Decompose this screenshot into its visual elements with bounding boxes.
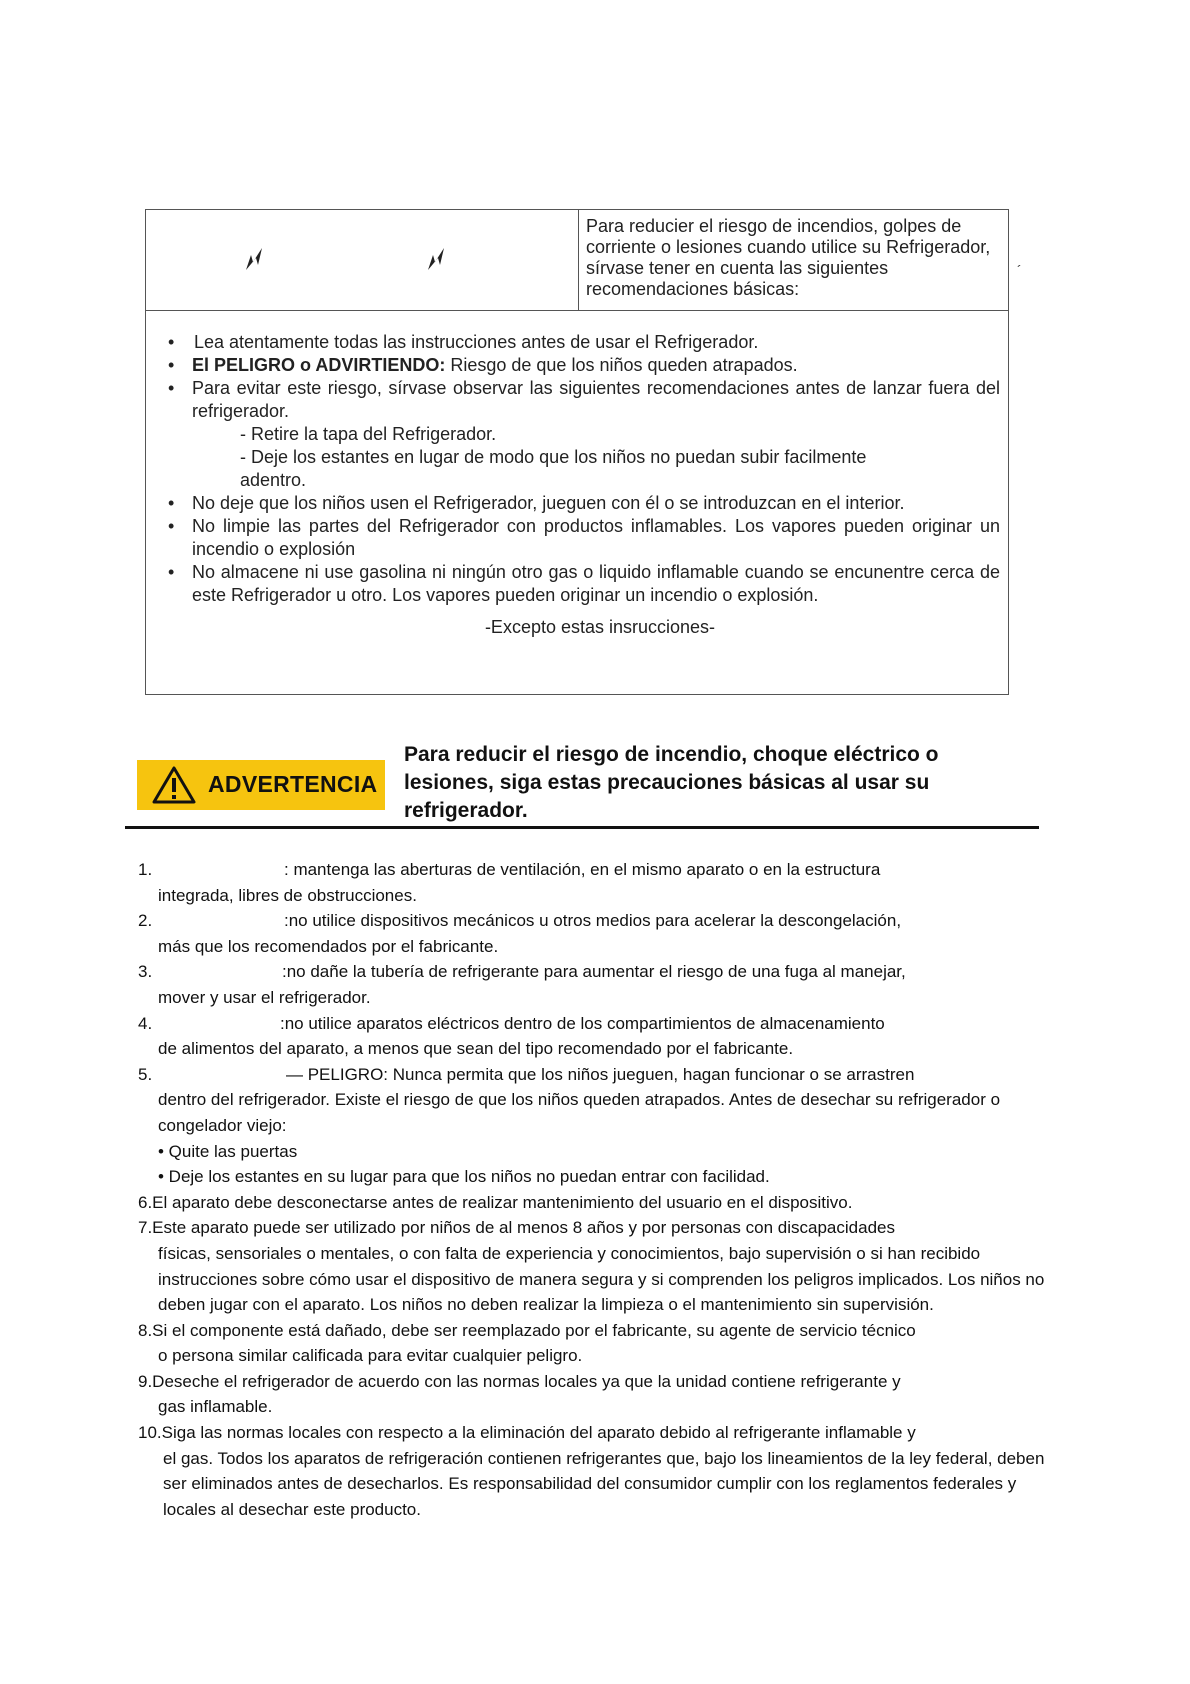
rule-item <box>160 354 1000 377</box>
item-lead: — PELIGRO: Nunca permita que los niños jueguen, hagan funcionar o se arrastren <box>286 1064 915 1084</box>
sub-rule: adentro. <box>240 470 307 490</box>
item-number: 3. <box>138 962 153 982</box>
rule-text: Para evitar este riesgo, sírvase observar las siguientes recomendaciones antes de lanzar fuera del refrigerador. <box>192 378 1000 421</box>
precautions-list <box>138 857 1058 1522</box>
rule-item <box>160 331 1000 354</box>
warning-badge <box>137 760 385 810</box>
lightning-bolt-icon <box>424 246 450 272</box>
item-lead: :no utilice dispositivos mecánicos u otros medios para acelerar la descongelación, <box>284 911 902 931</box>
list-bullet: • Deje los estantes en su lugar para que los niños no puedan entrar con facilidad. <box>158 1167 770 1187</box>
warning-label: ADVERTENCIA <box>208 771 378 797</box>
list-bullet: • Quite las puertas <box>158 1141 298 1161</box>
rule-text: No almacene ni use gasolina ni ningún otro gas o liquido inflamable cuando se encunentre cerca de este Refrigerador u otro. Los vapores pueden originar un incendio o explosión. <box>192 562 1000 605</box>
list-item <box>138 959 1058 1010</box>
except-note: -Excepto estas insrucciones- <box>484 617 716 637</box>
item-lead: :no utilice aparatos eléctricos dentro de los compartimientos de almacenamiento <box>280 1013 885 1033</box>
box-header-symbols <box>146 210 579 310</box>
list-item <box>138 1369 1058 1420</box>
sub-rule: - Retire la tapa del Refrigerador. <box>240 424 497 444</box>
item-continuation: más que los recomendados por el fabricante. <box>158 936 499 956</box>
item-lead: :no dañe la tubería de refrigerante para aumentar el riesgo de una fuga al manejar, <box>282 962 906 982</box>
item-continuation: o persona similar calificada para evitar cualquier peligro. <box>158 1346 583 1366</box>
rule-text: No deje que los niños usen el Refrigerador, jueguen con él o se introduzcan en el interior. <box>192 493 905 513</box>
list-item <box>138 1318 1058 1369</box>
item-number: 5. <box>138 1064 153 1084</box>
warning-title: Para reducir el riesgo de incendio, choque eléctrico o lesiones, siga estas precauciones básicas al usar su refrigerador. <box>404 743 939 822</box>
bullet: • <box>168 516 175 536</box>
item-number: 1. <box>138 860 153 879</box>
safety-instructions-box <box>145 209 1009 695</box>
item-continuation: físicas, sensoriales o mentales, o con falta de experiencia y conocimientos, bajo supervisión o si han recibido instrucciones sobre cómo usar el dispositivo de manera segura y si comprenden los peligros implicados. Los niños no deben jugar con el aparato. Los niños no deben realizar la limpieza o el mantenimiento sin supervisión. <box>158 1243 1045 1315</box>
bullet: • <box>168 562 175 582</box>
rule-text: No limpie las partes del Refrigerador con productos inflamables. Los vapores pueden originar un incendio o explosión <box>192 516 1000 559</box>
item-continuation: gas inflamable. <box>158 1397 273 1417</box>
rules-list <box>160 331 1000 639</box>
rule-item <box>160 561 1000 607</box>
list-item <box>138 857 1058 908</box>
item-number: 2. <box>138 911 153 931</box>
item-number: 4. <box>138 1013 153 1033</box>
rule-text: Lea atentamente todas las instrucciones antes de usar el Refrigerador. <box>194 332 759 352</box>
bullet: • <box>168 332 175 352</box>
rule-item <box>160 515 1000 561</box>
box-header-text: Para reducier el riesgo de incendios, golpes de corriente o lesiones cuando utilice su Refrigerador, sírvase tener en cuenta las siguientes recomendaciones básicas: <box>586 216 991 299</box>
item-head: 8.Si el componente está dañado, debe ser reemplazado por el fabricante, su agente de servicio técnico <box>138 1320 916 1340</box>
item-lead: : mantenga las aberturas de ventilación, en el mismo aparato o en la estructura <box>284 860 881 879</box>
item-head: 10.Siga las normas locales con respecto a la eliminación del aparato debido al refrigerante inflamable y <box>138 1423 916 1443</box>
item-head: 7.Este aparato puede ser utilizado por niños de al menos 8 años y por personas con discapacidades <box>138 1218 895 1238</box>
divider <box>125 826 1039 829</box>
warning-triangle-icon <box>151 765 197 805</box>
lightning-bolt-icon <box>242 246 268 272</box>
bullet: • <box>168 493 175 513</box>
item-head: 9.Deseche el refrigerador de acuerdo con las normas locales ya que la unidad contiene refrigerante y <box>138 1371 901 1391</box>
item-continuation: de alimentos del aparato, a menos que sean del tipo recomendado por el fabricante. <box>158 1039 794 1059</box>
item-continuation: integrada, libres de obstrucciones. <box>158 885 417 905</box>
item-continuation: mover y usar el refrigerador. <box>158 987 371 1007</box>
list-item <box>138 1190 1058 1216</box>
sub-rule: - Deje los estantes en lugar de modo que los niños no puedan subir facilmente <box>240 447 867 467</box>
item-continuation: el gas. Todos los aparatos de refrigeración contienen refrigerantes que, bajo los lineamientos de la ley federal, deben ser eliminados antes de desecharlos. Es responsabilidad del consumidor cumplir con los reglamentos federales y locales al desechar este producto. <box>163 1448 1045 1519</box>
side-mark: ´ <box>1017 262 1022 278</box>
list-item <box>138 1215 1058 1317</box>
rule-item <box>160 377 1000 423</box>
bullet: • <box>168 355 175 375</box>
list-item <box>138 1420 1058 1522</box>
bullet: • <box>168 378 175 398</box>
rule-bold-text: El PELIGRO o ADVIRTIENDO: <box>192 355 446 375</box>
rule-item <box>160 492 1000 515</box>
item-continuation: dentro del refrigerador. Existe el riesgo de que los niños queden atrapados. Antes de desechar su refrigerador o congelador viejo: <box>158 1090 1001 1135</box>
item-head: 6.El aparato debe desconectarse antes de realizar mantenimiento del usuario en el dispositivo. <box>138 1192 853 1212</box>
box-header <box>146 210 1008 311</box>
list-item <box>138 1062 1058 1139</box>
list-item <box>138 908 1058 959</box>
rule-text: Riesgo de que los niños queden atrapados. <box>445 355 798 375</box>
list-item <box>138 1011 1058 1062</box>
